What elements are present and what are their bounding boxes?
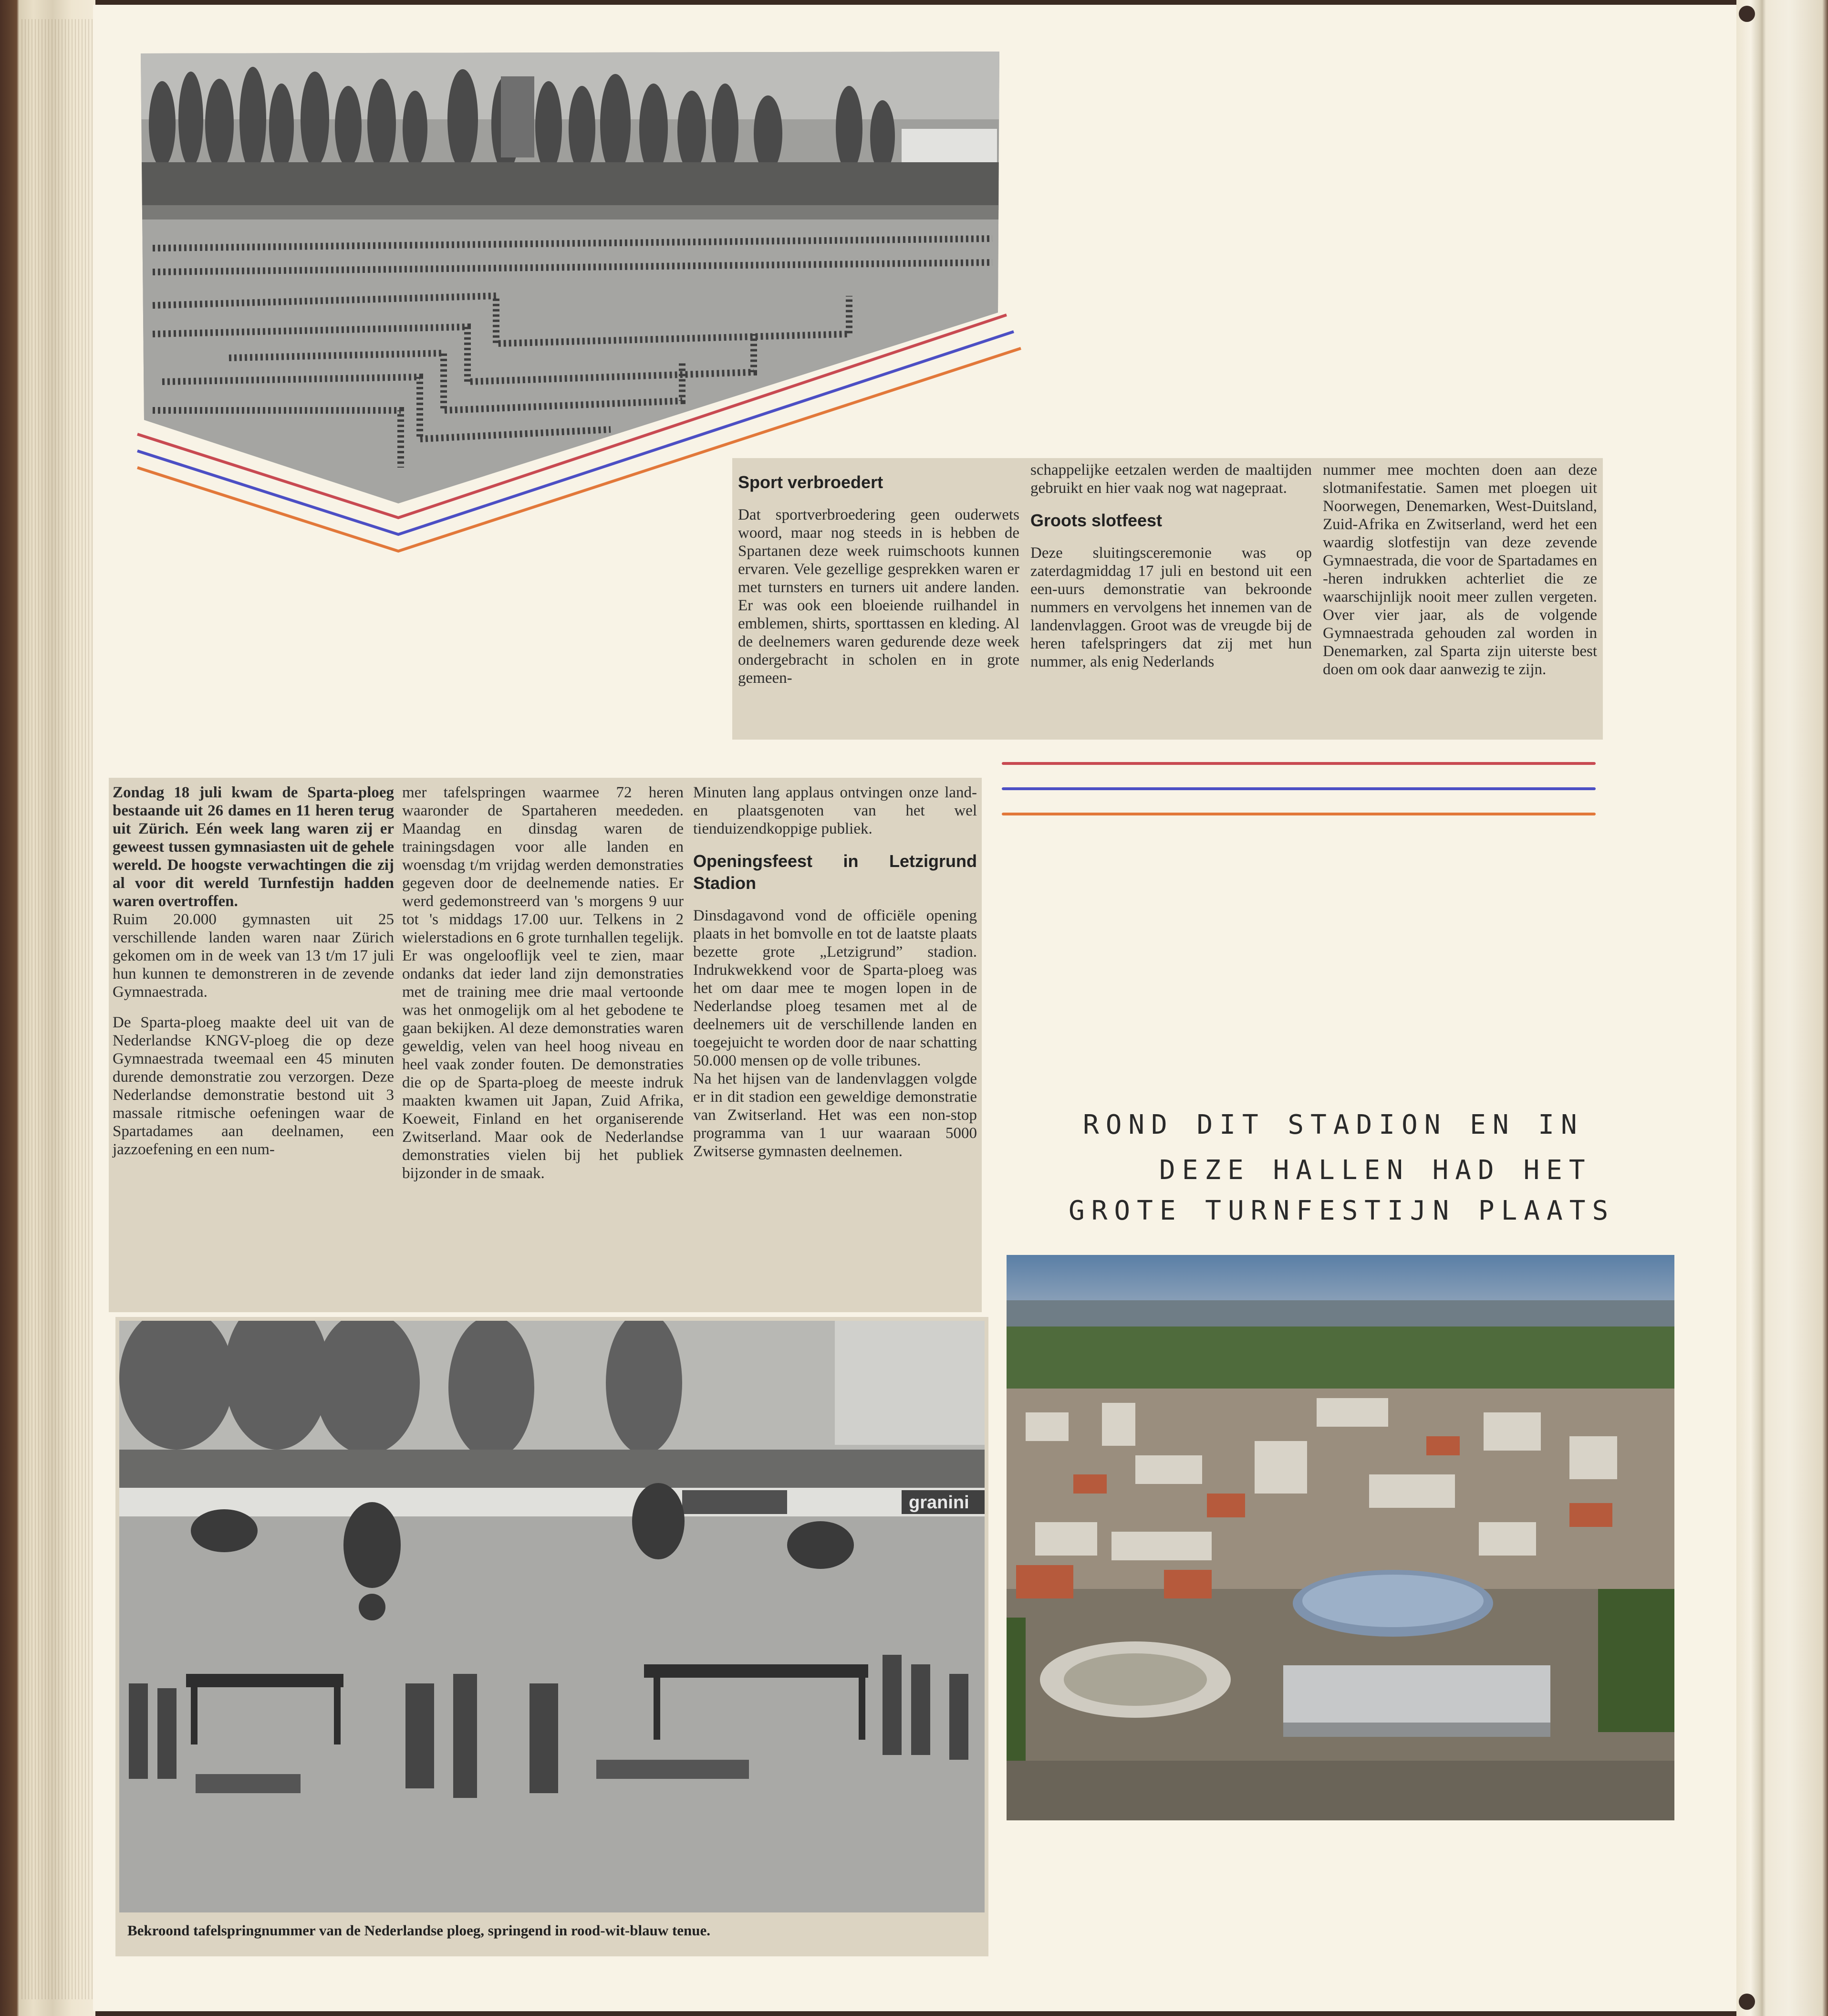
- banner-text: granini: [909, 1493, 969, 1513]
- paragraph: Ruim 20.000 gymnasten uit 25 verschillende landen waren naar Zürich gekomen om in de week van 13 t/m 17 juli hun kunnen te demonstreren in de zevende Gymnaestrada.: [113, 911, 394, 1001]
- flag-line-blue: [1002, 787, 1596, 790]
- vault-team-photo: [119, 1321, 985, 1912]
- clipping-sport-verbroedert: [732, 458, 1603, 740]
- paragraph: Dinsdagavond vond de officiële opening plaats in het bomvolle en tot de laatste plaats bezette grote „Letzigrund” stadion. Indrukwekkend voor de Sparta-ploeg was het om daar mee te mogen lopen in de Nederlandse ploeg tesamen met al de deelnemers uit de verschillende landen en toegejuicht te worden door de naar schatting 50.000 mensen op de volle tribunes.: [693, 907, 977, 1069]
- clipping-gymnastics-photo: [115, 1317, 988, 1956]
- binding-rivet-top: [1739, 6, 1755, 22]
- page-stack-lines: [21, 19, 93, 1999]
- article-column-3: [1323, 461, 1597, 679]
- paragraph: Minuten lang applaus ontvingen onze land- en plaatsgenoten van het wel tienduizendkoppige publiek.: [693, 784, 977, 837]
- paragraph: schappelijke eetzalen werden de maaltijden gebruikt en hier vaak nog wat nagepraat.: [1030, 461, 1312, 497]
- handwritten-line-1: ROND DIT STADION EN IN: [1083, 1109, 1584, 1140]
- photo-caption: Bekroond tafelspringnummer van de Nederlandse ploeg, springend in rood-wit-blauw tenue.: [127, 1922, 711, 1939]
- paragraph: Deze sluitingsceremonie was op zaterdagmiddag 17 juli en bestond uit een een-uurs demonstratie van bekroonde nummers en vervolgens het innemen van de landenvlaggen. Groot was de vreugde bij de heren tafelspringers dat zij met hun nummer, als enig Nederlands: [1030, 544, 1312, 670]
- lead-paragraph: Zondag 18 juli kwam de Sparta-ploeg bestaande uit 26 dames en 11 heren terug uit Zürich. Eén week lang waren zij er geweest tussen gymnasiasten uit de gehele wereld. De hoogste verwachtingen die zij al voor dit wereld Turnfestijn hadden waren overtroffen.: [113, 784, 394, 910]
- album-binding: [1736, 0, 1828, 2016]
- article-column-3: [693, 783, 977, 1160]
- flag-line-orange: [1002, 813, 1596, 815]
- handwritten-line-2: DEZE HALLEN HAD HET: [1159, 1155, 1592, 1186]
- flag-line-red: [1002, 762, 1596, 765]
- handwritten-line-3: GROTE TURNFESTIJN PLAATS: [1069, 1195, 1615, 1226]
- paragraph: De Sparta-ploeg maakte deel uit van de Nederlandse KNGV-ploeg die op deze Gymnaestrada tweemaal een 45 minuten durende demonstratie zou verzorgen. Deze Nederlandse demonstratie bestond uit 3 massale ritmische oefeningen waar de Spartadames aan deelnamen, een jazzoefening en een num-: [113, 1014, 394, 1158]
- article-column-1: [113, 783, 394, 1159]
- paragraph: Dat sportverbroedering geen ouderwets woord, maar nog steeds in is hebben de Spartanen deze week ruimschoots kunnen ervaren. Vele gezellige gesprekken waren er met turnsters en turners uit andere landen. Er was ook een bloeiende ruilhandel in emblemen, shirts, sporttassen en kleding. Al de deelnemers waren gedurende deze week ondergebracht in scholen en in grote gemeen-: [738, 506, 1019, 687]
- binding-rivet-bottom: [1739, 1994, 1755, 2010]
- paragraph: Na het hijsen van de landenvlaggen volgde er in dit stadion een geweldige demonstratie van Zwitserland. Het was een non-stop programma van 1 uur waaraan 5000 Zwitserse gymnasten deelnemen.: [693, 1070, 977, 1160]
- heading-groots-slotfeest: Groots slotfeest: [1030, 511, 1163, 530]
- heading-openingsfeest: Openingsfeest in Letzigrund Stadion: [693, 851, 977, 893]
- article-column-2: [402, 783, 684, 1182]
- paragraph: nummer mee mochten doen aan deze slotmanifestatie. Samen met ploegen uit Noorwegen, Denemarken, West-Duitsland, Zuid-Afrika en Zwitserland, werd het een waardig slotfestijn van deze zevende Gymnaestrada, die voor de Spartadames en -heren indrukken achterliet die ze waarschijnlijk nooit meer zullen vergeten. Over vier jaar, als de volgende Gymnaestrada gehouden zal worden in Denemarken, zal Sparta zijn uiterste best doen om ook daar aanwezig te zijn.: [1323, 461, 1597, 678]
- article-column-2: [1030, 461, 1312, 671]
- paragraph: mer tafelspringen waarmee 72 heren waaronder de Spartaheren meededen. Maandag en dinsdag waren de trainingsdagen voor alle landen en woensdag t/m vrijdag werden demonstraties gegeven door de deelnemende naties. Er werd gedemonstreerd van 's morgens 9 uur tot 's middags 17.00 uur. Telkens in 2 wielerstadions en 6 grote turnhallen tegelijk. Er was ongelooflijk veel te zien, maar ondanks dat ieder land zijn demonstraties met de training mee drie maal vertoonde was het onmogelijk om al het gebodene te gaan bekijken. Al deze demonstraties waren geweldig, velen van heel hoog niveau en heel vaak zonder fouten. De demonstraties die op de Sparta-ploeg de meeste indruk maakten kwamen uit Japan, Zuid Afrika, Koeweit, Finland en het organiserende Zwitserland. Maar ook de Nederlandse demonstraties vielen bij het publiek bijzonder in de smaak.: [402, 784, 684, 1182]
- aerial-stadium-photo: [1007, 1255, 1674, 1820]
- heading-sport-verbroedert: Sport verbroedert: [738, 472, 883, 492]
- clipping-main-article: [109, 778, 982, 1312]
- article-column-1: [738, 459, 1019, 687]
